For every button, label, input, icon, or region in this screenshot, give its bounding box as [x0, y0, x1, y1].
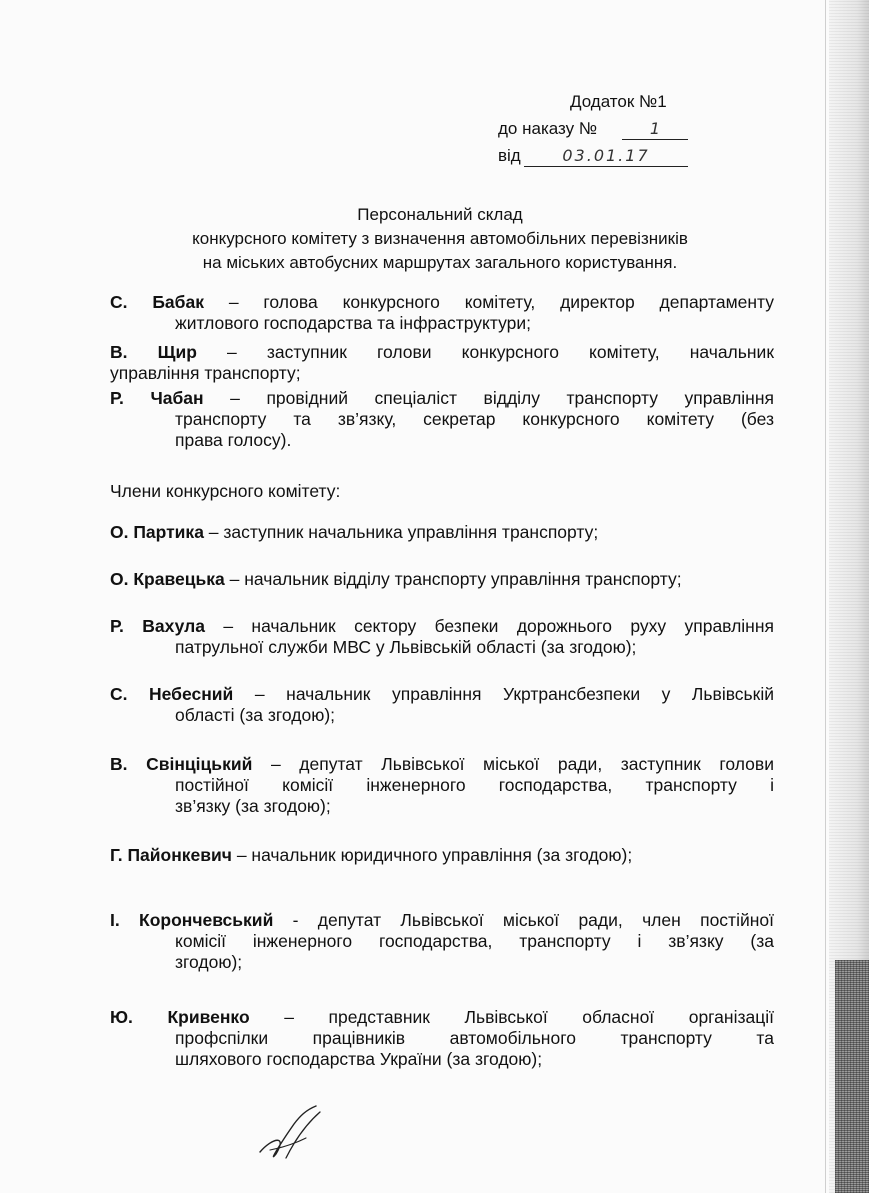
member-entry: С. Небесний – начальник управління Укртрансбезпеки у Львівській області (за згодою); — [110, 684, 774, 725]
member-entry: І. Корончевський - депутат Львівської міської ради, член постійної комісії інженерного господарства, транспорту і зв’язку (за згодою); — [110, 910, 774, 972]
member-entry: Ю. Кривенко – представник Львівської обласної організації профспілки працівників автомобільного транспорту та шляхового господарства України (за згодою); — [110, 1007, 774, 1069]
person-name: Ю. Кривенко — [110, 1007, 250, 1027]
person-name: С. Небесний — [110, 684, 234, 704]
document-header — [100, 203, 780, 275]
scan-edge-shadow — [835, 960, 869, 1193]
order-date: 03.01.17 — [524, 146, 688, 167]
appendix-title: Додаток №1 — [570, 92, 667, 111]
person-name: І. Корончевський — [110, 910, 274, 930]
member-entry: О. Партика – заступник начальника управління транспорту; — [110, 522, 599, 542]
scan-edge-line — [825, 0, 826, 1193]
person-name: С. Бабак — [110, 292, 204, 312]
member-entry: В. Свінціцький – депутат Львівської міської ради, заступник голови постійної комісії інженерного господарства, транспорту і зв’язку (за згодою); — [110, 754, 774, 816]
person-name: Г. Пайонкевич — [110, 845, 232, 865]
person-role: провідний спеціаліст відділу транспорту управління — [266, 388, 774, 408]
appendix-block — [498, 88, 698, 169]
member-entry: О. Кравецька – начальник відділу транспорту управління транспорту; — [110, 569, 682, 589]
date-prefix: від — [498, 146, 521, 165]
header-line-2: конкурсного комітету з визначення автомобільних перевізників — [192, 229, 688, 248]
committee-entry: В. Щир – заступник голови конкурсного комітету, начальник управління транспорту; — [110, 342, 774, 383]
member-entry: Г. Пайонкевич – начальник юридичного управління (за згодою); — [110, 845, 633, 865]
person-name: Р. Вахула — [110, 616, 205, 636]
header-line-1: Персональний склад — [357, 205, 523, 224]
committee-entry: С. Бабак – голова конкурсного комітету, директор департаменту житлового господарства та інфраструктури; — [110, 292, 774, 333]
order-number: 1 — [622, 119, 688, 140]
person-role: заступник голови конкурсного комітету, начальник — [266, 342, 774, 362]
order-prefix: до наказу № — [498, 119, 598, 138]
person-name: В. Щир — [110, 342, 197, 362]
members-label: Члени конкурсного комітету: — [110, 481, 341, 501]
person-name: Р. Чабан — [110, 388, 204, 408]
handwritten-signature — [250, 1104, 330, 1164]
person-name: О. Кравецька — [110, 569, 225, 589]
person-name: В. Свінціцький — [110, 754, 253, 774]
committee-entry: Р. Чабан – провідний спеціаліст відділу транспорту управління транспорту та зв’язку, секретар конкурсного комітету (без права голосу). — [110, 388, 774, 450]
member-entry: Р. Вахула – начальник сектору безпеки дорожнього руху управління патрульної служби МВС у Львівській області (за згодою); — [110, 616, 774, 657]
person-name: О. Партика — [110, 522, 204, 542]
person-role: голова конкурсного комітету, директор департаменту — [263, 292, 774, 312]
header-line-3: на міських автобусних маршрутах загального користування. — [202, 253, 678, 272]
